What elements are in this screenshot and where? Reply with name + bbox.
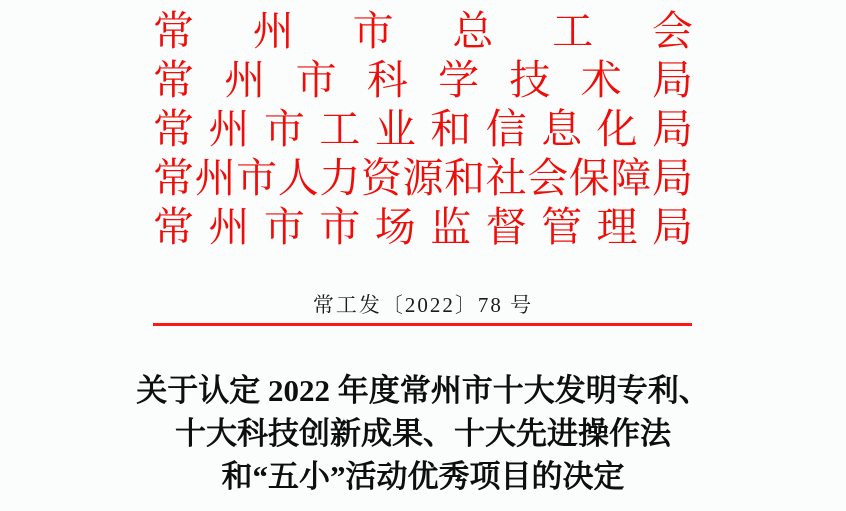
agency-character: 信 (485, 106, 527, 152)
agency-character: 市 (295, 57, 337, 103)
agency-character: 科 (366, 57, 408, 103)
agency-character: 障 (610, 155, 652, 201)
agency-character: 源 (402, 155, 444, 201)
document-reference-number: 常工发〔2022〕78 号 (312, 293, 534, 317)
agency-character: 州 (224, 57, 266, 103)
agency-character: 常 (153, 155, 194, 201)
agency-character: 局 (651, 57, 693, 103)
agency-character: 化 (596, 106, 638, 152)
agency-character: 工 (552, 8, 594, 54)
agency-character: 常 (153, 106, 194, 152)
agency-character: 常 (153, 204, 194, 250)
agency-character: 息 (541, 106, 583, 152)
agency-line-market-supervision-bureau (153, 203, 693, 252)
agency-character: 监 (430, 204, 472, 250)
agency-character: 工 (319, 106, 361, 152)
agency-character: 保 (568, 155, 610, 201)
agency-line-science-technology-bureau (153, 56, 693, 105)
agency-character: 会 (527, 155, 569, 201)
agency-character: 市 (263, 106, 305, 152)
agency-character: 人 (277, 155, 319, 201)
agency-character: 和 (430, 106, 472, 152)
agency-character: 总 (452, 8, 494, 54)
agency-character: 局 (651, 204, 693, 250)
agency-character: 常 (153, 57, 194, 103)
agency-character: 学 (438, 57, 480, 103)
agency-character: 州 (208, 106, 250, 152)
agency-character: 常 (153, 8, 194, 54)
agency-character: 理 (596, 204, 638, 250)
document-title (0, 369, 846, 498)
agency-character: 州 (252, 8, 294, 54)
agency-character: 力 (319, 155, 361, 201)
agency-character: 术 (580, 57, 622, 103)
agency-character: 和 (444, 155, 486, 201)
document-title-line-2: 十大科技创新成果、十大先进操作法 (175, 416, 671, 451)
agency-character: 督 (485, 204, 527, 250)
agency-character: 局 (651, 155, 693, 201)
agency-character: 管 (541, 204, 583, 250)
agency-line-industry-information-bureau (153, 105, 693, 154)
agency-character: 资 (360, 155, 402, 201)
document-title-line-1: 关于认定 2022 年度常州市十大发明专利、 (136, 373, 710, 408)
agency-line-federation-of-trade-unions (153, 7, 693, 56)
agency-character: 局 (651, 106, 693, 152)
agency-character: 州 (194, 155, 236, 201)
agency-character: 业 (374, 106, 416, 152)
document-title-line-3: 和“五小”活动优秀项目的决定 (221, 459, 625, 494)
agency-character: 市 (352, 8, 394, 54)
agency-line-human-resources-social-security-bureau (153, 154, 693, 203)
agency-character: 市 (319, 204, 361, 250)
agency-character: 会 (651, 8, 693, 54)
agency-character: 场 (374, 204, 416, 250)
agency-character: 市 (236, 155, 278, 201)
red-header-divider-rule (153, 323, 692, 326)
agency-character: 市 (263, 204, 305, 250)
agency-character: 社 (485, 155, 527, 201)
agency-character: 州 (208, 204, 250, 250)
agency-character: 技 (509, 57, 551, 103)
issuing-agencies-block (153, 7, 693, 252)
